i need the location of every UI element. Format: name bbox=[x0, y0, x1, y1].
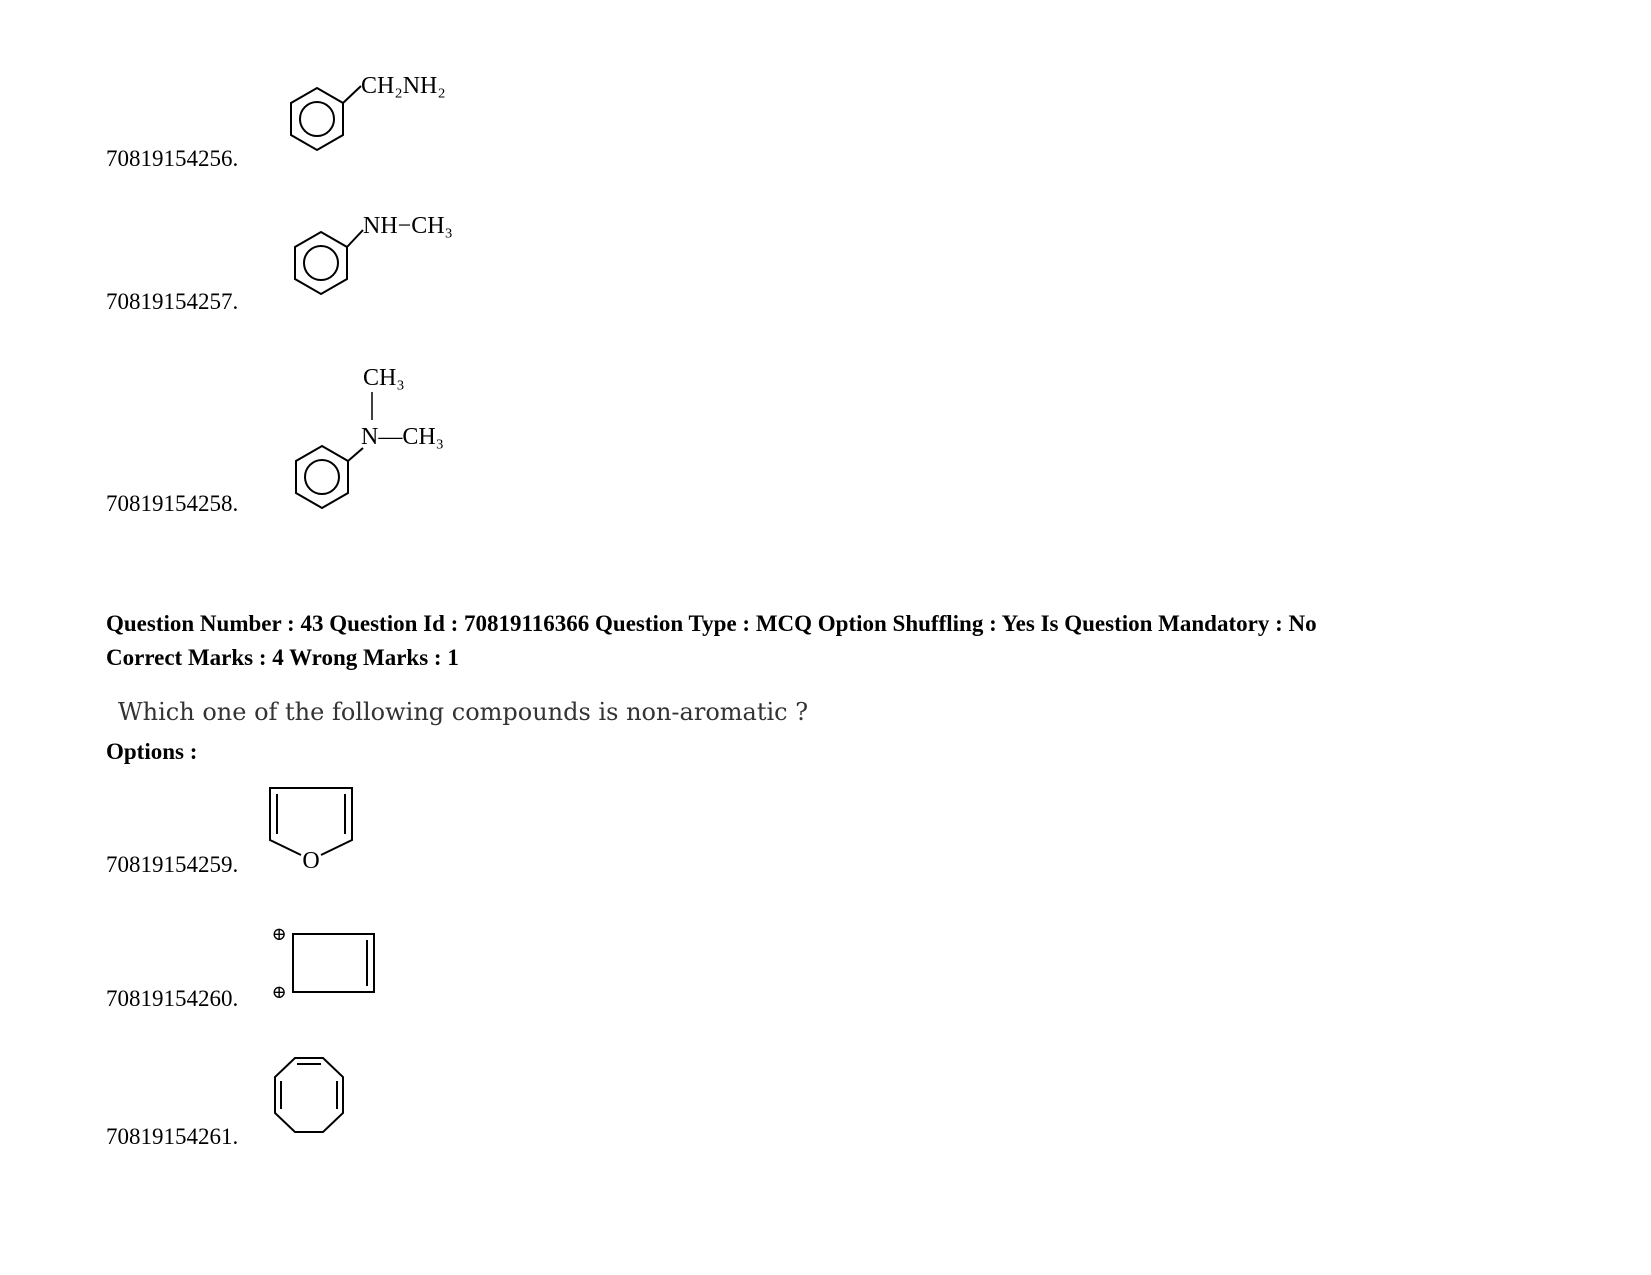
option-id: 70819154261. bbox=[106, 1124, 239, 1149]
cycloheptatriene-structure-icon bbox=[255, 1050, 365, 1150]
option-id: 70819154256. bbox=[106, 146, 239, 171]
marks-line: Correct Marks : 4 Wrong Marks : 1 bbox=[106, 645, 459, 670]
question-text: Which one of the following compounds is non-aromatic ? bbox=[118, 698, 809, 726]
option-id: 70819154258. bbox=[106, 491, 239, 516]
oxygen-label: O bbox=[302, 848, 320, 874]
n-methyl-side-label: N—CH₃ bbox=[361, 424, 445, 450]
furan-structure-icon bbox=[255, 780, 375, 880]
cyclobutadiene-dication-structure-icon bbox=[255, 920, 385, 1010]
options-label: Options : bbox=[106, 739, 198, 764]
plus-charge-top: ⊕ bbox=[271, 924, 287, 944]
option-id: 70819154257. bbox=[106, 289, 239, 314]
methyl-top-label: CH₃ bbox=[363, 365, 405, 391]
n-methylaniline-structure-icon bbox=[255, 206, 495, 316]
plus-charge-bottom: ⊕ bbox=[271, 982, 287, 1002]
n-n-dimethylaniline-structure-icon bbox=[255, 360, 495, 530]
substituent-label: NH−CH₃ bbox=[363, 213, 453, 239]
option-id: 70819154260. bbox=[106, 986, 239, 1011]
question-header: Question Number : 43 Question Id : 70819116366 Question Type : MCQ Option Shuffling : Yes Is Question Mandatory : No bbox=[106, 611, 1317, 636]
substituent-label: CH₂NH₂ bbox=[361, 73, 446, 99]
option-id: 70819154259. bbox=[106, 852, 239, 877]
benzylamine-structure-icon bbox=[255, 62, 495, 172]
